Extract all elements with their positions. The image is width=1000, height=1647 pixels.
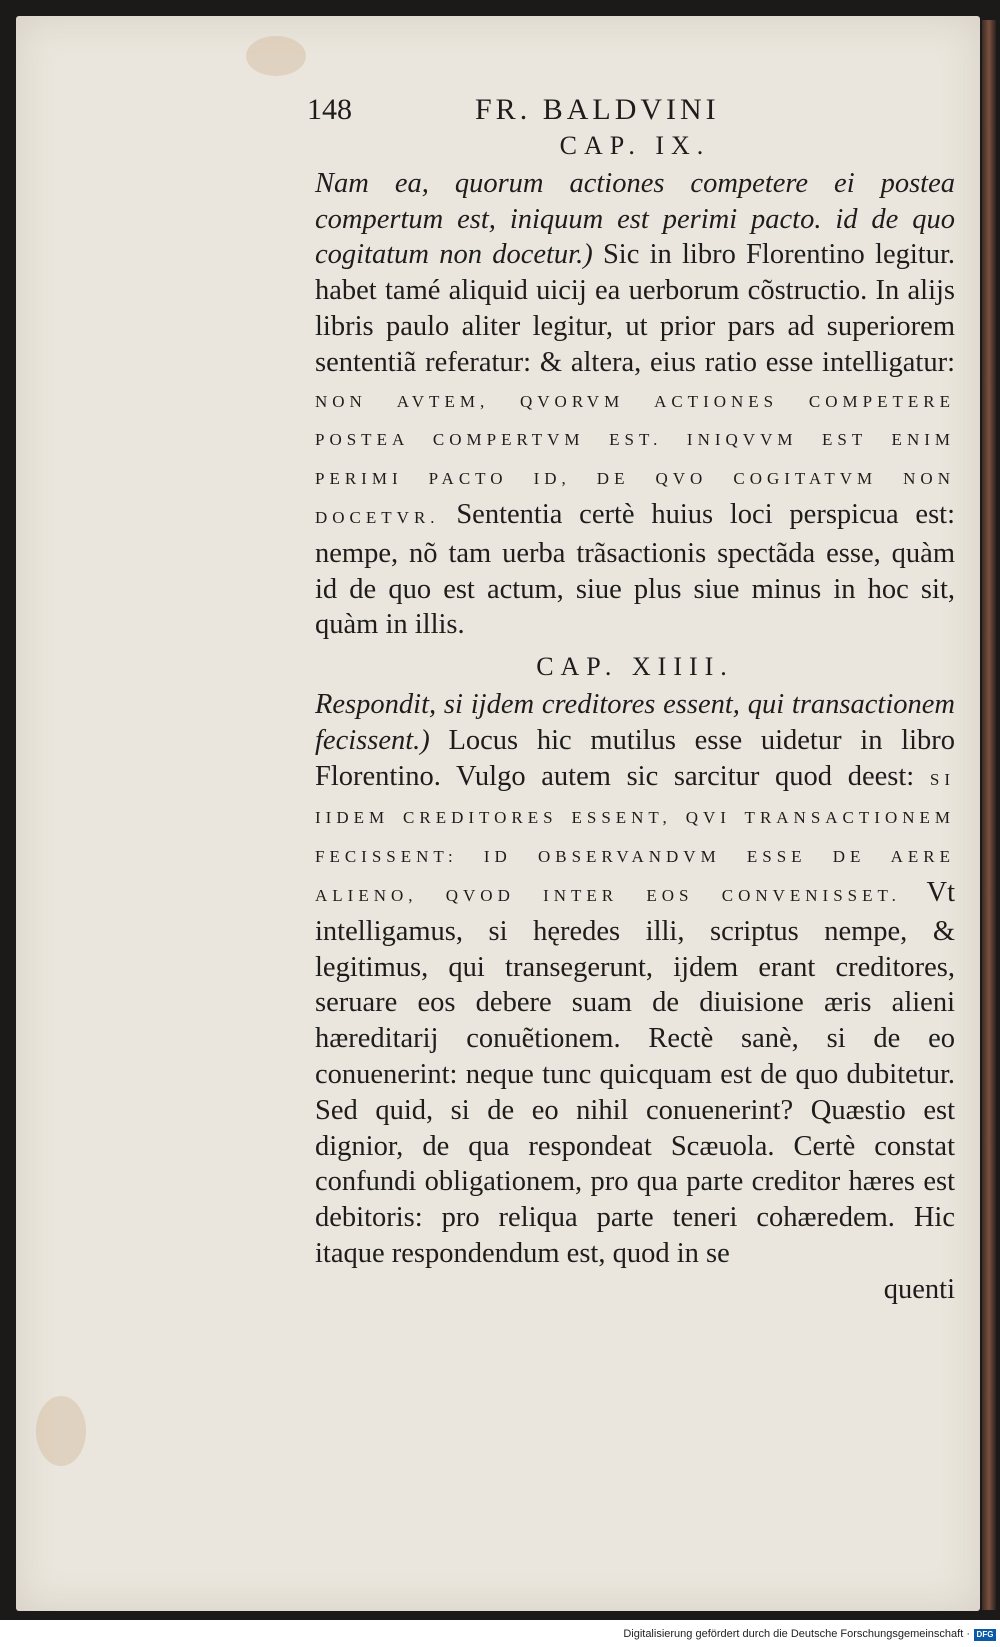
paper-stain [36, 1396, 86, 1466]
running-title: FR. BALDVINI [475, 93, 720, 126]
body-text: Locus hic mutilus esse uidetur in libro Florentino. Vulgo autem sic sarcitur quod deest: [315, 724, 955, 792]
body-text: Vt intelligamus, si hęredes illi, scriptus nempe, & legitimus, qui transegerunt, ijdem erant creditores, seruare eos debere suam de diuisione æris alieni hæreditarij conuẽtionem. Rectè sanè, si de eo conuenerint: neque tunc quicquam est de quo dubitetur. Sed quid, si de eo nihil conuenerint? Quæstio est dignior, de qua respondeat Scæuola. Certè constat confundi obligationem, pro qua parte creditor hæres est debitoris: pro reliqua parte teneri cohæredem. Hic itaque respondendum est, quod in se [315, 876, 955, 1269]
page-edge [982, 20, 996, 1610]
footer-bar [0, 1626, 1000, 1647]
paper-stain [246, 36, 306, 76]
quotation-small-caps: NON AVTEM, QVORVM ACTIONES COMPETERE POSTEA COMPERTVM EST. INIQVVM EST ENIM PERIMI PACTO ID, DE QVO COGITATVM NON DOCETVR. [315, 391, 955, 527]
paragraph [315, 166, 955, 643]
running-head [307, 92, 955, 128]
chapter-heading: CAP. IX. [559, 131, 711, 160]
dfg-logo: DFG [974, 1629, 996, 1641]
paragraph [315, 687, 955, 1272]
body-text: Sententia certè huius loci perspicua est: nempe, nõ tam uerba trãsactionis spectãda esse, quàm id de quo est actum, siue plus siue minus in hoc sit, quàm in illis. [315, 498, 955, 641]
body-text: Sic in libro Florentino legitur. habet tamé aliquid uicij ea uerborum cõstructio. In alijs libris paulo aliter legitur, ut prior pars ad superiorem sententiã referatur: & altera, eius ratio esse intelligatur: [315, 239, 955, 378]
catchword: quenti [883, 1273, 955, 1305]
page-number: 148 [307, 93, 352, 126]
lemma: Respondit, si ijdem creditores essent, qui transactionem fecissent.) [315, 688, 955, 756]
page-text [307, 92, 955, 1308]
chapter-heading: CAP. XIIII. [536, 652, 734, 682]
quotation-small-caps: SI IIDEM CREDITORES ESSENT, QVI TRANSACTIONEM FECISSENT: ID OBSERVANDVM ESSE DE AERE ALIENO, QVOD INTER EOS CONVENISSET. [315, 769, 955, 905]
lemma: Nam ea, quorum actiones competere ei postea compertum est, iniquum est perimi pacto. id de quo cogitatum non docetur.) [315, 167, 955, 271]
funding-note: Digitalisierung gefördert durch die Deutsche Forschungsgemeinschaft · [623, 1628, 970, 1640]
